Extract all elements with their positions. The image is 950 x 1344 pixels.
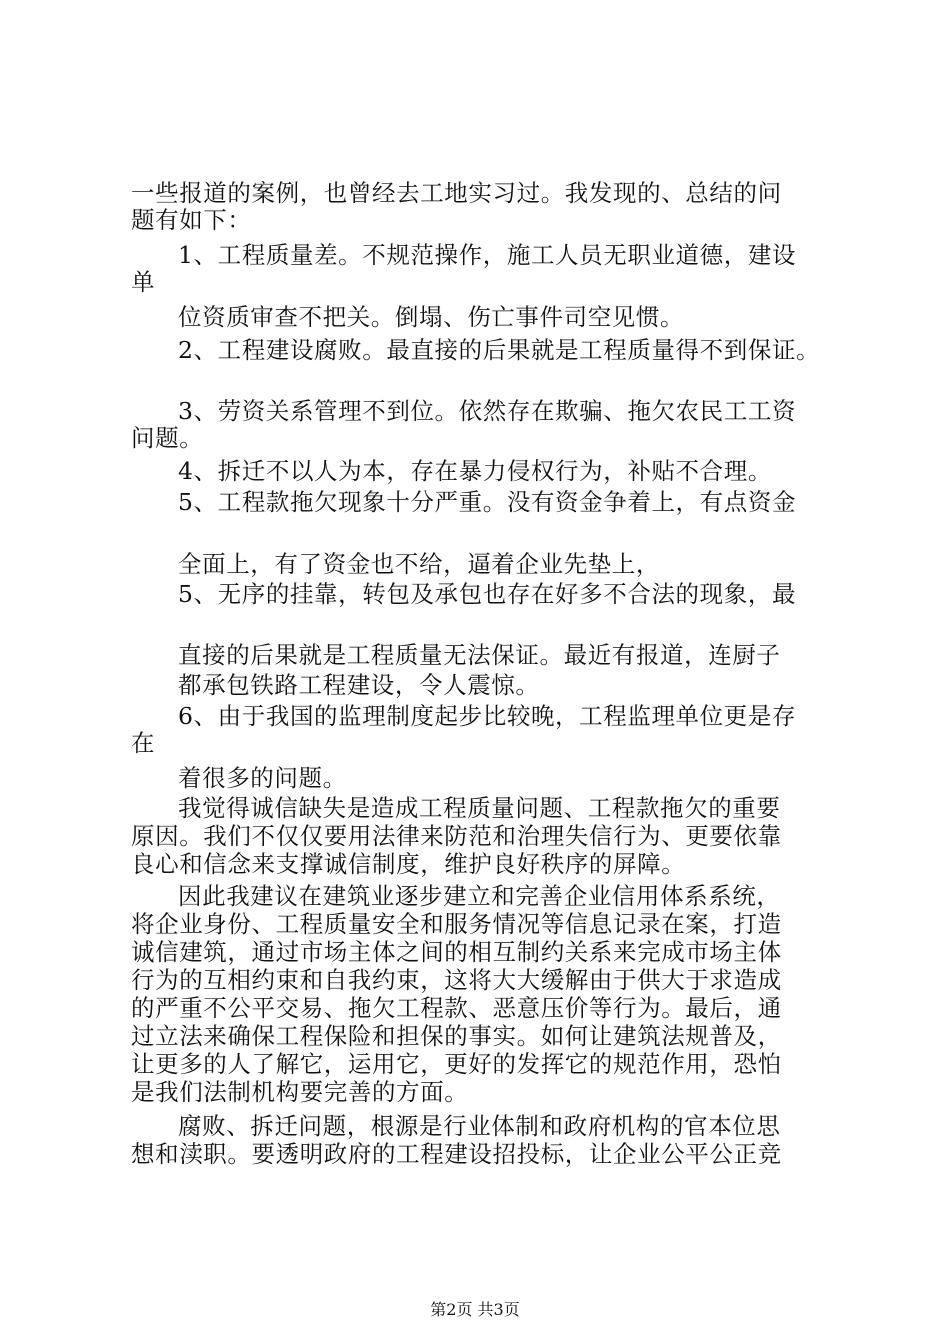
text-line: 原因。我们不仅仅要用法律来防范和治理失信行为、更要依靠 xyxy=(131,822,782,850)
text-line: 位资质审查不把关。倒塌、伤亡事件司空见惯。 xyxy=(178,303,685,331)
text-line: 2、工程建设腐败。最直接的后果就是工程质量得不到保证。 xyxy=(178,336,821,364)
text-line: 一些报道的案例，也曾经去工地实习过。我发现的、总结的问 xyxy=(131,179,782,207)
text-line: 过立法来确保工程保险和担保的事实。如何让建筑法规普及， xyxy=(131,1022,782,1050)
text-line: 题有如下： xyxy=(131,206,252,234)
text-line: 6、由于我国的监理制度起步比较晚，工程监理单位更是存 xyxy=(178,702,797,730)
text-line: 着很多的问题。 xyxy=(178,764,347,792)
text-line: 的严重不公平交易、拖欠工程款、恶意压价等行为。最后，通 xyxy=(131,994,782,1022)
text-line: 直接的后果就是工程质量无法保证。最近有报道，连厨子 xyxy=(178,641,781,669)
text-line: 良心和信念来支撑诚信制度，维护良好秩序的屏障。 xyxy=(131,850,686,878)
text-line: 行为的互相约束和自我约束，这将大大缓解由于供大于求造成 xyxy=(131,966,782,994)
text-line: 诚信建筑，通过市场主体之间的相互制约关系来完成市场主体 xyxy=(131,938,782,966)
text-line: 都承包铁路工程建设，令人震惊。 xyxy=(178,671,540,699)
page-number-footer: 第2页 共3页 xyxy=(430,1300,520,1319)
text-line: 腐败、拆迁问题，根源是行业体制和政府机构的官本位思 xyxy=(178,1112,781,1140)
text-line: 想和渎职。要透明政府的工程建设招投标，让企业公平公正竞 xyxy=(131,1140,782,1168)
text-line: 单 xyxy=(131,268,156,296)
text-line: 我觉得诚信缺失是造成工程质量问题、工程款拖欠的重要 xyxy=(178,794,781,822)
text-line: 3、劳资关系管理不到位。依然存在欺骗、拖欠农民工工资 xyxy=(178,397,797,425)
text-line: 问题。 xyxy=(131,424,204,452)
text-line: 1、工程质量差。不规范操作，施工人员无职业道德，建设 xyxy=(178,241,797,269)
text-line: 让更多的人了解它，运用它，更好的发挥它的规范作用，恐怕 xyxy=(131,1050,782,1078)
text-line: 是我们法制机构要完善的方面。 xyxy=(131,1078,469,1106)
text-line: 全面上，有了资金也不给，逼着企业先垫上， xyxy=(178,550,660,578)
text-line: 因此我建议在建筑业逐步建立和完善企业信用体系系统， xyxy=(178,882,781,910)
text-line: 将企业身份、工程质量安全和服务情况等信息记录在案，打造 xyxy=(131,910,782,938)
text-line: 在 xyxy=(131,729,156,757)
text-line: 4、拆迁不以人为本，存在暴力侵权行为，补贴不合理。 xyxy=(178,457,772,485)
text-line: 5、工程款拖欠现象十分严重。没有资金争着上，有点资金 xyxy=(178,488,797,516)
text-line: 5、无序的挂靠，转包及承包也存在好多不合法的现象，最 xyxy=(178,580,797,608)
